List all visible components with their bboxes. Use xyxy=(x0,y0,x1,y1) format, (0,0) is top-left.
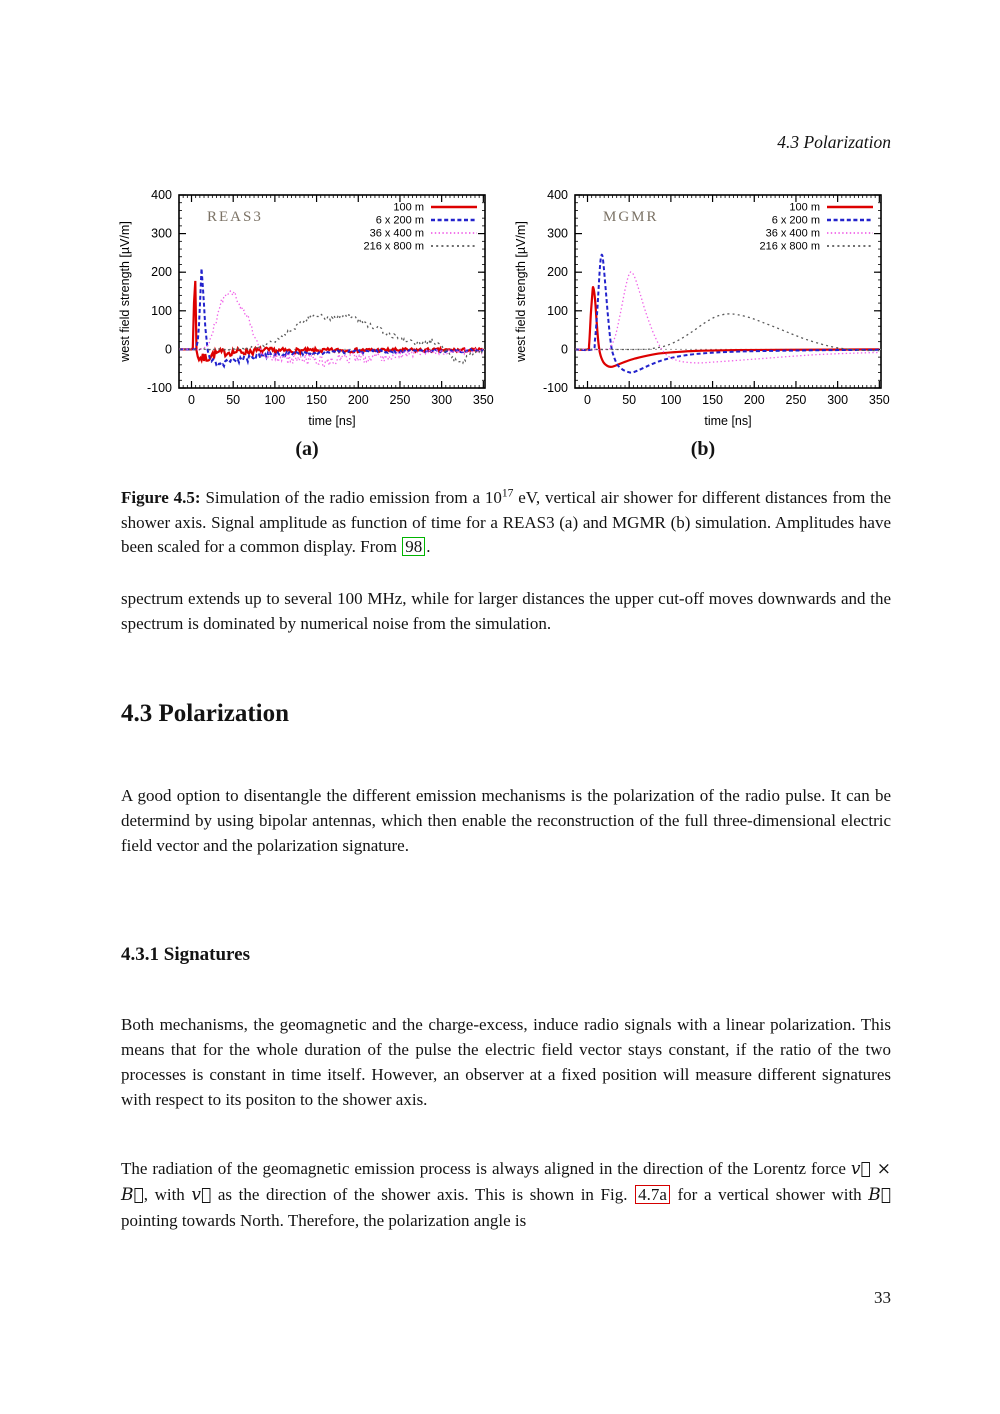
svg-text:0: 0 xyxy=(584,393,591,407)
svg-text:0: 0 xyxy=(188,393,195,407)
svg-text:100: 100 xyxy=(151,303,172,318)
svg-text:100 m: 100 m xyxy=(789,201,820,214)
running-header: 4.3 Polarization xyxy=(777,132,891,152)
radiation-text-4: for a vertical shower with xyxy=(670,1185,869,1204)
subfigure-b xyxy=(510,183,896,461)
svg-text:6 x 200 m: 6 x 200 m xyxy=(375,214,424,227)
svg-text:150: 150 xyxy=(306,393,328,407)
radiation-text-5: pointing towards North. Therefore, the polarization angle is xyxy=(121,1211,527,1230)
chart-canvas xyxy=(114,183,500,436)
figure-caption xyxy=(121,486,891,560)
figure-4-5 xyxy=(114,183,896,461)
svg-text:-100: -100 xyxy=(542,381,568,395)
subfigure-label-a: (a) xyxy=(295,438,319,460)
paragraph-spectrum: spectrum extends up to several 100 MHz, while for larger distances the upper cut-off moves downwards and the spectrum is dominated by numerical noise from the simulation. xyxy=(121,589,891,633)
svg-text:-100: -100 xyxy=(146,381,172,395)
svg-text:time [ns]: time [ns] xyxy=(308,414,356,428)
svg-text:50: 50 xyxy=(622,393,637,407)
subsection-heading-signatures: 4.3.1 Signatures xyxy=(121,944,250,965)
figure-caption-text-1: Simulation of the radio emission from a 10 xyxy=(200,488,502,507)
svg-text:50: 50 xyxy=(226,393,241,407)
svg-text:250: 250 xyxy=(389,393,411,407)
chart-canvas xyxy=(510,183,896,436)
svg-text:300: 300 xyxy=(827,393,849,407)
svg-text:36 x 400 m: 36 x 400 m xyxy=(765,227,820,240)
page-number: 33 xyxy=(874,1288,891,1307)
radiation-text-1: The radiation of the geomagnetic emission process is always aligned in the direction of the Lorentz force xyxy=(121,1159,851,1178)
magnetic-field-vector: B⃗ xyxy=(868,1185,891,1205)
subfigure-label-b: (b) xyxy=(690,438,716,460)
svg-text:300: 300 xyxy=(431,393,453,407)
exponent: 17 xyxy=(501,486,514,500)
svg-text:100: 100 xyxy=(547,303,568,318)
svg-text:300: 300 xyxy=(547,226,568,241)
subfigure-a xyxy=(114,183,500,461)
svg-text:36 x 400 m: 36 x 400 m xyxy=(369,227,424,240)
figure-caption-text-3: . xyxy=(426,537,431,556)
svg-text:100: 100 xyxy=(264,393,286,407)
svg-text:200: 200 xyxy=(347,393,369,407)
svg-text:200: 200 xyxy=(547,265,568,280)
citation-link-98[interactable]: 98 xyxy=(402,537,425,556)
chart-reas3 xyxy=(114,183,500,436)
svg-text:time [ns]: time [ns] xyxy=(704,414,752,428)
chart-mgmr xyxy=(510,183,896,436)
svg-text:350: 350 xyxy=(472,393,494,407)
svg-text:216 x 800 m: 216 x 800 m xyxy=(759,240,820,253)
svg-text:200: 200 xyxy=(151,265,172,280)
svg-text:100 m: 100 m xyxy=(393,201,424,214)
svg-text:6 x 200 m: 6 x 200 m xyxy=(771,214,820,227)
svg-text:400: 400 xyxy=(547,188,568,202)
svg-text:400: 400 xyxy=(151,188,172,202)
radiation-text-2: , with xyxy=(143,1185,192,1204)
section-heading-polarization: 4.3 Polarization xyxy=(121,700,290,727)
paragraph-radiation xyxy=(121,1156,891,1233)
svg-text:0: 0 xyxy=(561,342,568,357)
svg-text:0: 0 xyxy=(165,342,172,357)
svg-text:REAS3: REAS3 xyxy=(207,209,263,225)
svg-text:350: 350 xyxy=(868,393,890,407)
figure-caption-label: Figure 4.5: xyxy=(121,488,201,507)
svg-text:100: 100 xyxy=(660,393,682,407)
figure-reference-link-4-7a[interactable]: 4.7a xyxy=(635,1185,670,1204)
shower-axis-vector: v⃗ xyxy=(191,1185,212,1205)
svg-text:west field strength [µV/m]: west field strength [µV/m] xyxy=(118,221,132,362)
svg-text:300: 300 xyxy=(151,226,172,241)
svg-text:MGMR: MGMR xyxy=(603,209,659,225)
svg-text:150: 150 xyxy=(702,393,724,407)
svg-text:west field strength [µV/m]: west field strength [µV/m] xyxy=(514,221,528,362)
svg-text:250: 250 xyxy=(785,393,807,407)
lorentz-force-formula: v⃗ × B⃗ xyxy=(121,1159,891,1205)
svg-text:216 x 800 m: 216 x 800 m xyxy=(363,240,424,253)
radiation-text-3: as the direction of the shower axis. This is shown in Fig. xyxy=(211,1185,635,1204)
svg-text:200: 200 xyxy=(743,393,765,407)
paragraph-signatures: Both mechanisms, the geomagnetic and the charge-excess, induce radio signals with a linear polarization. This means that for the whole duration of the pulse the electric field vector stays constant, if the ratio of the two processes is constant in time itself. However, an observer at a fixed position will measure different signatures with respect to its positon to the shower axis. xyxy=(121,1015,891,1109)
paragraph-polarization: A good option to disentangle the different emission mechanisms is the polarization of the radio pulse. It can be determind by using bipolar antennas, which then enable the reconstruction of the full three-dimensional electric field vector and the polarization signature. xyxy=(121,786,891,855)
figure-caption-text-2: eV, vertical air shower for different distances from the shower axis. Signal amplitude as function of time for a REAS3 (a) and MGMR (b) simulation. Amplitudes have been scaled for a common display. From xyxy=(121,488,891,556)
